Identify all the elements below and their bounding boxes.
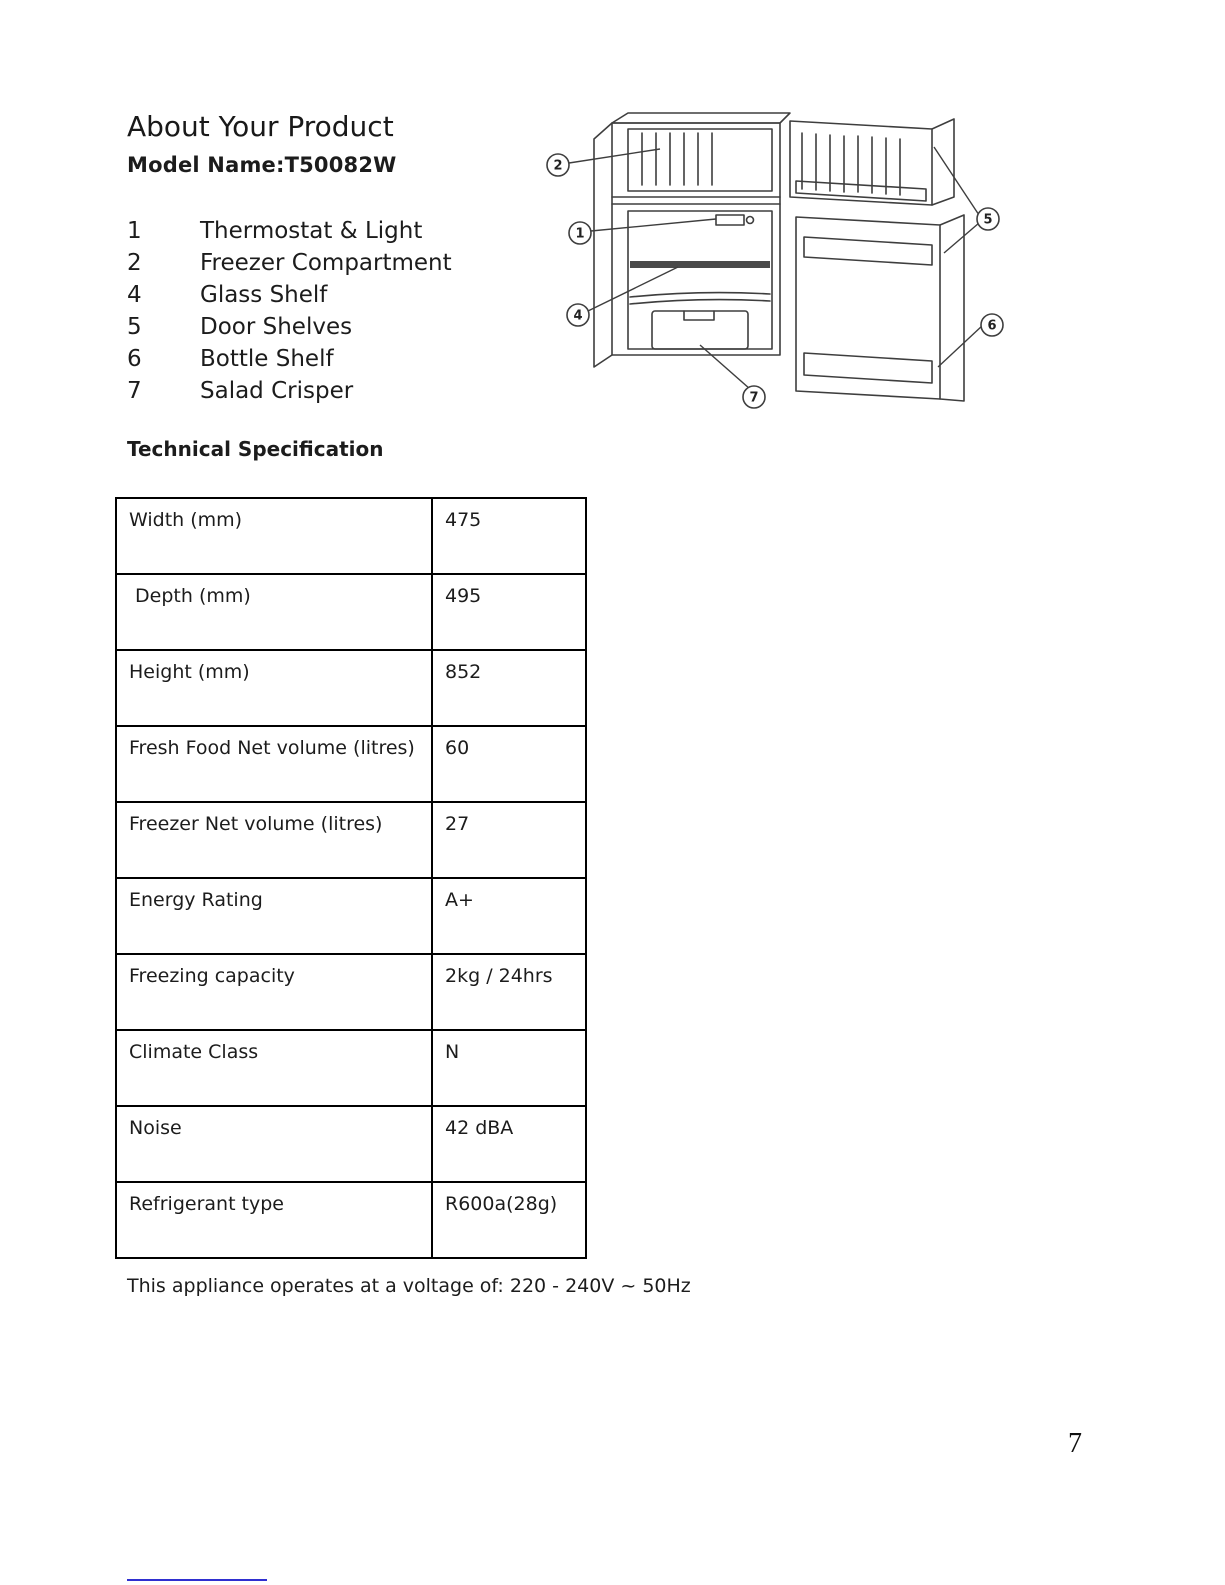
part-label: Door Shelves: [200, 314, 353, 340]
part-label: Salad Crisper: [200, 378, 354, 404]
freezer-compartment: [628, 129, 772, 191]
spec-table-row: [116, 954, 586, 1030]
diagram-callout-4: 4: [573, 308, 583, 324]
spec-row-value: 60: [432, 726, 586, 802]
spec-row-value: N: [432, 1030, 586, 1106]
fridge-door-edge: [940, 215, 964, 401]
spec-table-row: [116, 498, 586, 574]
spec-row-label: Height (mm): [116, 650, 432, 726]
part-label: Bottle Shelf: [200, 346, 334, 372]
spec-row-label: Width (mm): [116, 498, 432, 574]
part-number: 7: [127, 378, 142, 404]
footer-link-underline[interactable]: [127, 1579, 267, 1581]
fridge-line-art: [528, 105, 1028, 410]
spec-table: [115, 497, 587, 1259]
spec-table-row: [116, 802, 586, 878]
spec-row-label: Energy Rating: [116, 878, 432, 954]
spec-row-label: Freezer Net volume (litres): [116, 802, 432, 878]
page-number: 7: [1068, 1428, 1082, 1459]
spec-table-body: [116, 498, 586, 1258]
light-bulb: [747, 217, 754, 224]
spec-table-row: [116, 878, 586, 954]
part-number: 6: [127, 346, 142, 372]
freezer-door-edge: [932, 119, 954, 205]
product-diagram: [528, 105, 1028, 410]
spec-row-label: Noise: [116, 1106, 432, 1182]
spec-row-value: 27: [432, 802, 586, 878]
diagram-callout-7: 7: [749, 390, 759, 406]
diagram-callout-2: 2: [553, 158, 563, 174]
compartment-divider: [612, 197, 780, 204]
spec-row-value: 852: [432, 650, 586, 726]
part-label: Thermostat & Light: [200, 218, 423, 244]
spec-row-label: Freezing capacity: [116, 954, 432, 1030]
spec-row-value: 42 dBA: [432, 1106, 586, 1182]
diagram-callout-1: 1: [575, 226, 585, 242]
freezer-door: [790, 121, 932, 205]
fridge-compartment: [628, 211, 772, 349]
spec-table-row: [116, 1030, 586, 1106]
voltage-note: This appliance operates at a voltage of: 220 - 240V ~ 50Hz: [127, 1275, 691, 1297]
spec-row-value: R600a(28g): [432, 1182, 586, 1258]
spec-row-value: 2kg / 24hrs: [432, 954, 586, 1030]
model-name: Model Name:T50082W: [127, 153, 397, 177]
spec-table-row: [116, 1106, 586, 1182]
spec-row-label: Climate Class: [116, 1030, 432, 1106]
glass-shelf-edge: [630, 300, 770, 304]
part-number: 4: [127, 282, 142, 308]
part-number: 1: [127, 218, 142, 244]
freezer-grill-lines: [642, 133, 712, 185]
spec-row-value: A+: [432, 878, 586, 954]
cabinet-side: [594, 123, 612, 367]
wire-shelf: [630, 261, 770, 268]
door-shelf: [804, 237, 932, 265]
glass-shelf: [630, 293, 770, 297]
spec-heading: Technical Specification: [127, 437, 384, 461]
spec-row-label: Refrigerant type: [116, 1182, 432, 1258]
spec-table-row: [116, 574, 586, 650]
spec-row-label: Depth (mm): [116, 574, 432, 650]
spec-table-row: [116, 650, 586, 726]
salad-crisper: [652, 311, 748, 349]
page-title: About Your Product: [127, 110, 394, 143]
part-number: 2: [127, 250, 142, 276]
spec-table-row: [116, 726, 586, 802]
part-number: 5: [127, 314, 142, 340]
spec-table-row: [116, 1182, 586, 1258]
spec-row-label: Fresh Food Net volume (litres): [116, 726, 432, 802]
spec-row-value: 495: [432, 574, 586, 650]
cabinet-top: [612, 113, 790, 123]
diagram-callout-6: 6: [987, 318, 997, 334]
part-label: Glass Shelf: [200, 282, 328, 308]
thermostat: [716, 215, 744, 225]
spec-row-value: 475: [432, 498, 586, 574]
part-label: Freezer Compartment: [200, 250, 452, 276]
bottle-shelf: [804, 353, 932, 383]
crisper-handle: [684, 311, 714, 320]
diagram-callout-5: 5: [983, 212, 993, 228]
